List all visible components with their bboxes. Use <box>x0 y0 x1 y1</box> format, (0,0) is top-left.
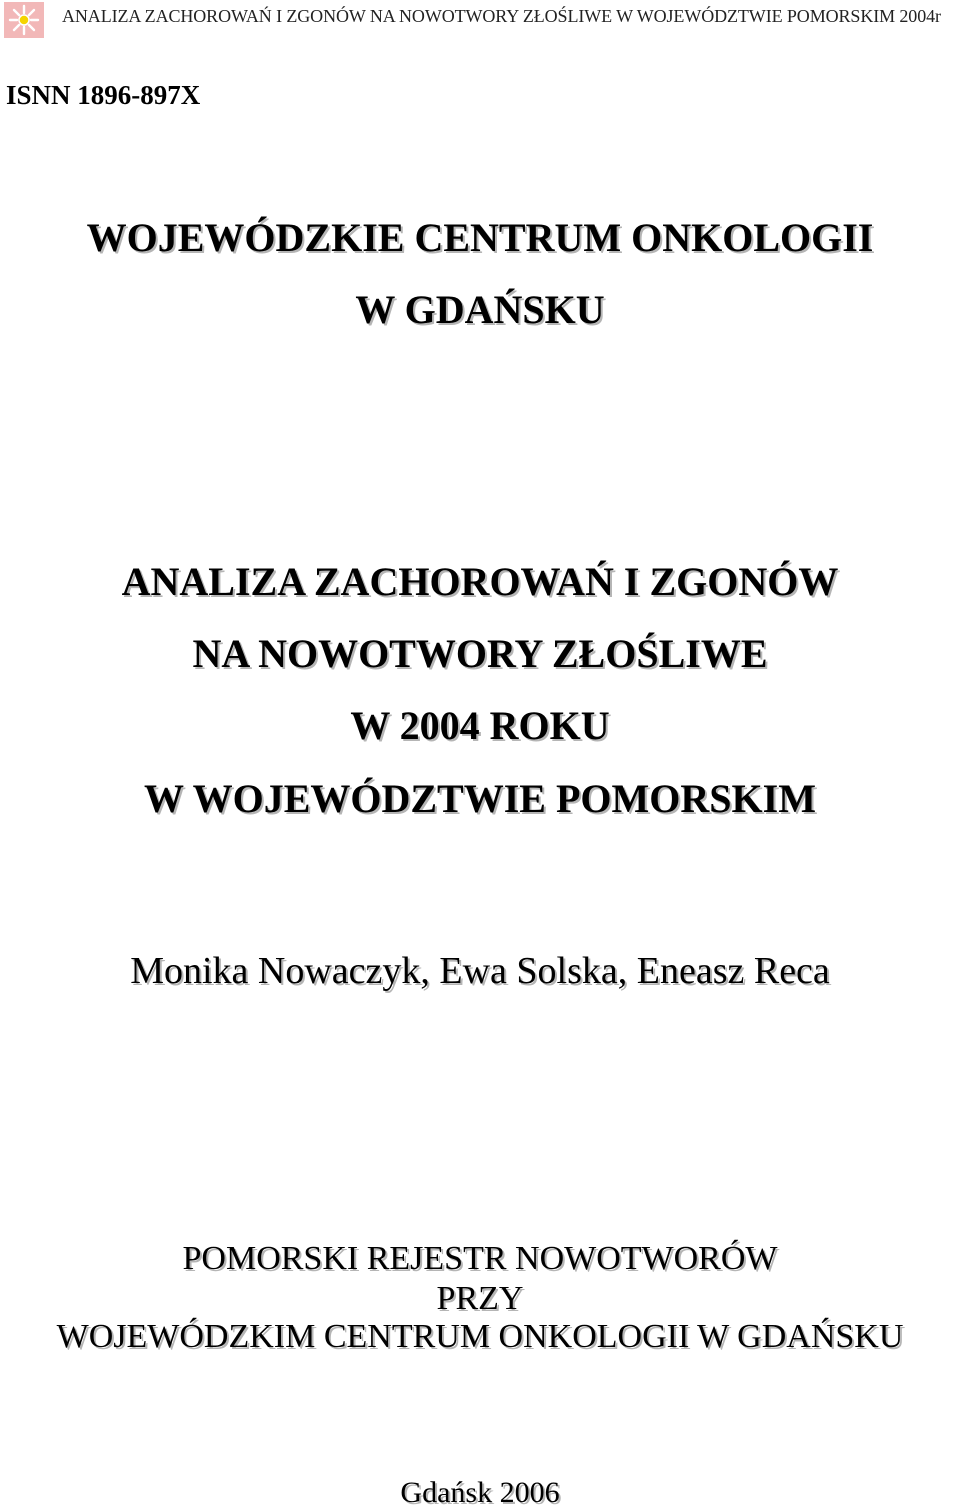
sun-flower-icon <box>4 2 44 38</box>
registry-name-line-3: WOJEWÓDZKIM CENTRUM ONKOLOGII W GDAŃSKU <box>56 1318 904 1355</box>
report-title-line-1: ANALIZA ZACHOROWAŃ I ZGONÓW <box>121 559 839 604</box>
institution-name-line-2: W GDAŃSKU <box>355 287 605 332</box>
report-title-line-2: NA NOWOTWORY ZŁOŚLIWE <box>192 631 768 676</box>
registry-name-line-1: POMORSKI REJESTR NOWOTWORÓW <box>182 1240 778 1277</box>
running-header: ANALIZA ZACHOROWAŃ I ZGONÓW NA NOWOTWORY ZŁOŚLIWE W WOJEWÓDZTWIE POMORSKIM 2004r <box>62 6 941 26</box>
issn-number: ISNN 1896-897X <box>6 80 201 110</box>
authors: Monika Nowaczyk, Ewa Solska, Eneasz Reca <box>130 950 830 992</box>
report-title-line-3: W 2004 ROKU <box>350 703 610 748</box>
registry-name-line-2: PRZY <box>436 1280 524 1317</box>
place-and-date: Gdańsk 2006 <box>400 1476 560 1509</box>
institution-name-line-1: WOJEWÓDZKIE CENTRUM ONKOLOGII <box>86 215 874 260</box>
report-title-line-4: W WOJEWÓDZTWIE POMORSKIM <box>144 776 816 821</box>
